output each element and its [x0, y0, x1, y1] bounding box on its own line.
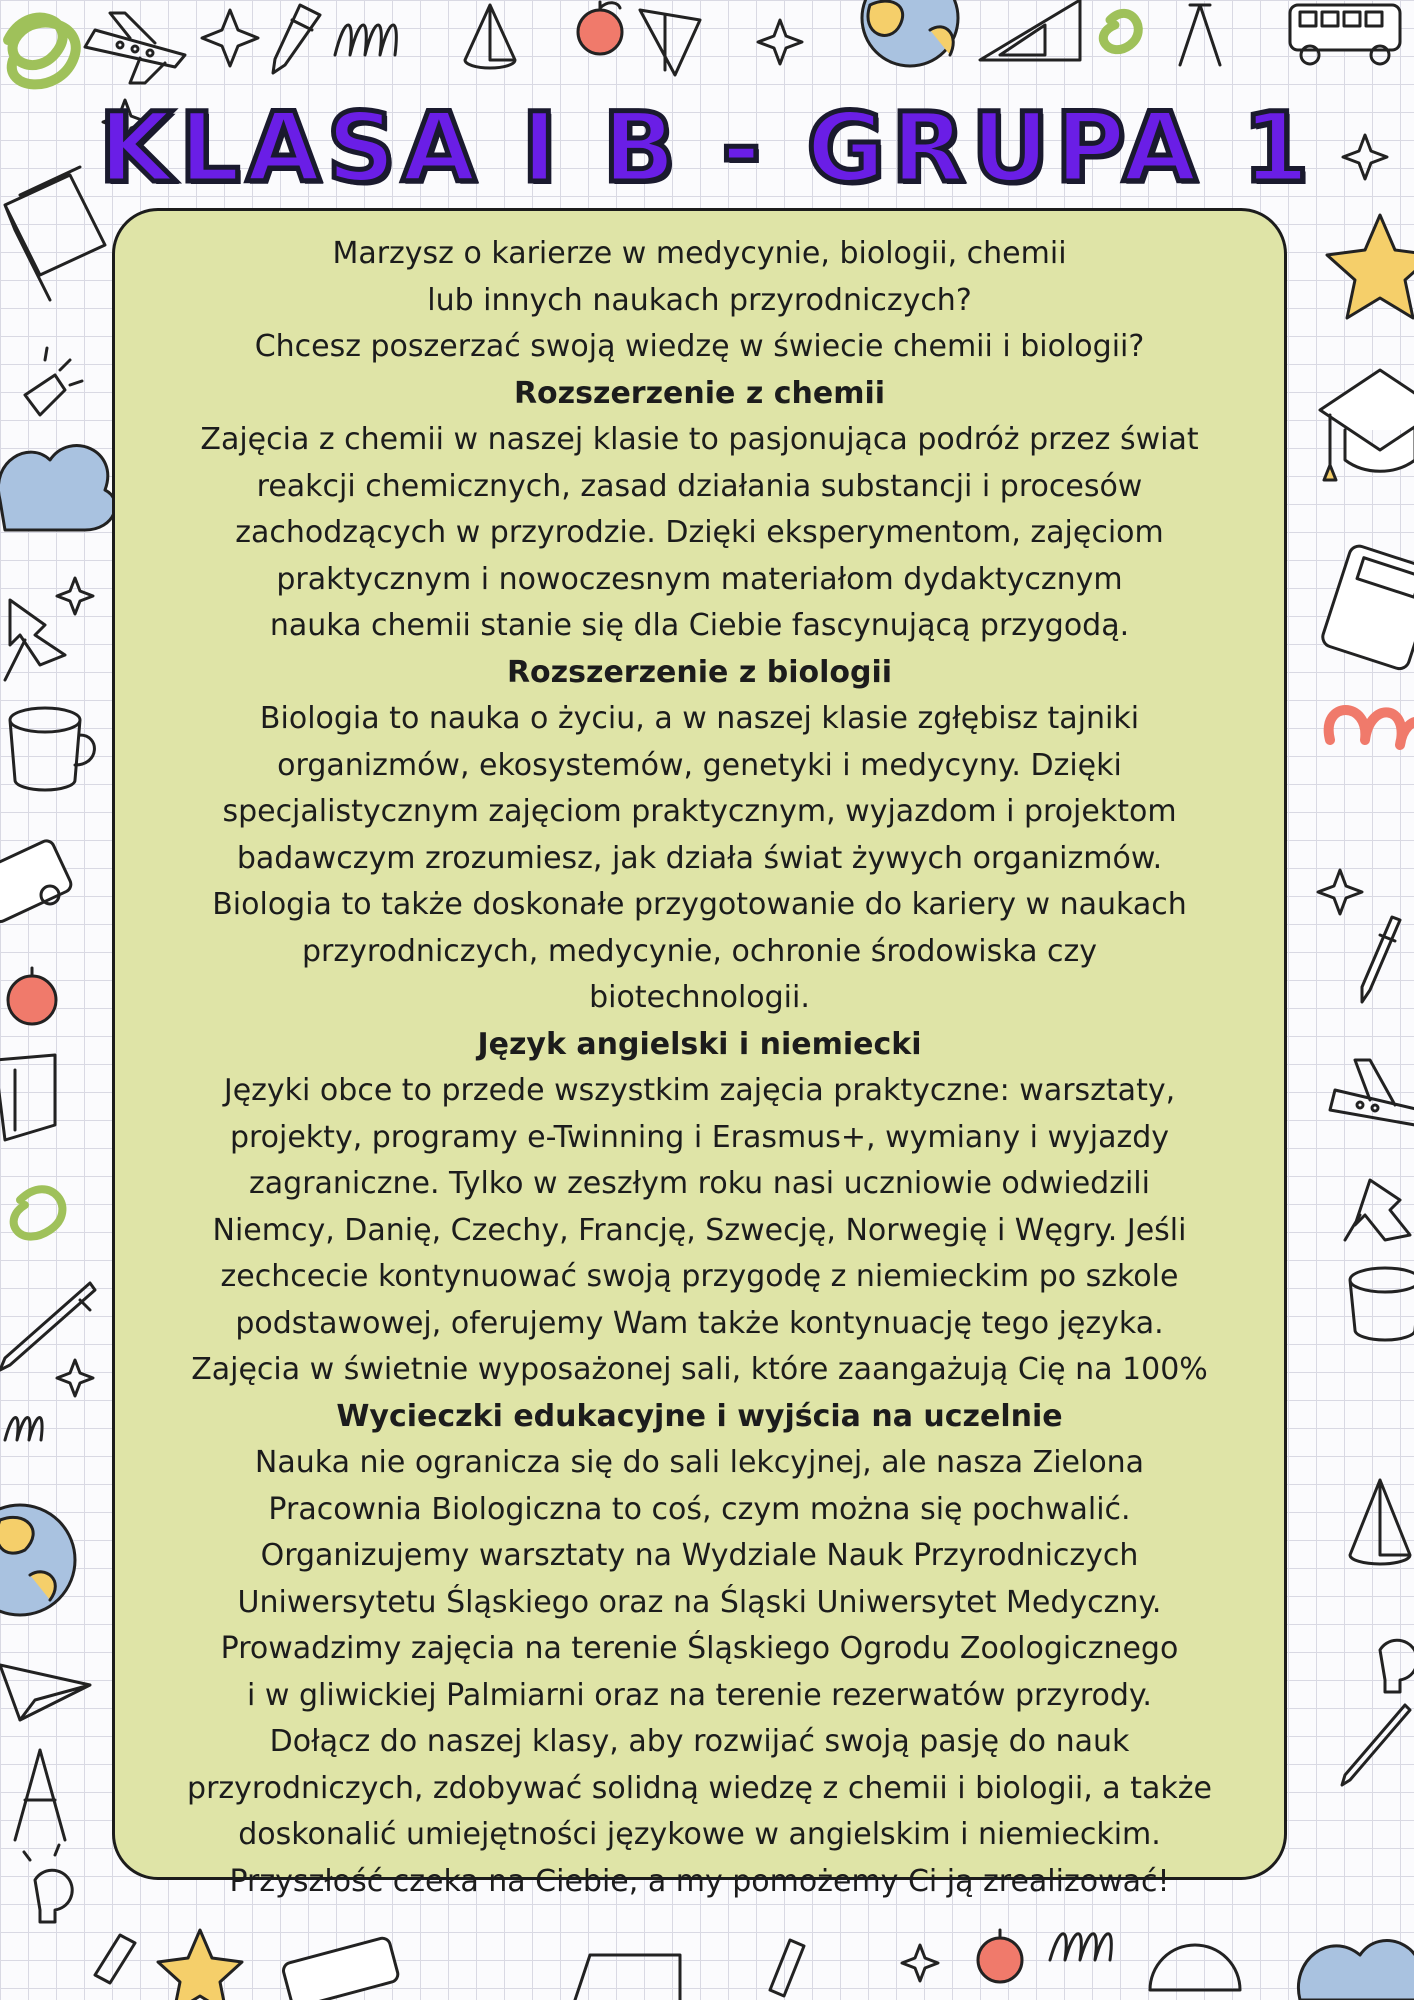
ruler-triangle-icon — [980, 0, 1080, 60]
text-line: Dołącz do naszej klasy, aby rozwijać swoją pasję do nauk — [269, 1724, 1130, 1759]
sparkle-icon — [1318, 870, 1362, 914]
text-line: Biologia to nauka o życiu, a w naszej klasie zgłębisz tajniki — [259, 701, 1140, 736]
text-line: Organizujemy warsztaty na Wydziale Nauk Przyrodniczych — [260, 1538, 1139, 1573]
star-icon — [1327, 215, 1414, 318]
text-line: Niemcy, Danię, Czechy, Francję, Szwecję, Norwegię i Węgry. Jeśli — [212, 1212, 1187, 1248]
apple-icon — [8, 968, 56, 1024]
lightbulb-icon — [1380, 1640, 1414, 1692]
text-line: Zajęcia w świetnie wyposażonej sali, które zaangażują Cię na 100% — [191, 1352, 1208, 1387]
airplane-icon — [1330, 1060, 1414, 1125]
text-line: doskonalić umiejętności językowe w angielskim i niemieckim. — [238, 1817, 1161, 1852]
compass-icon — [15, 1750, 65, 1840]
text-line: Prowadzimy zajęcia na terenie Śląskiego Ogrodu Zoologicznego — [220, 1631, 1179, 1666]
section-heading: Język angielski i niemiecki — [477, 1026, 922, 1062]
paper-plane-icon — [0, 1665, 90, 1720]
text-line: przyrodniczych, zdobywać solidną wiedzę z chemii i biologii, a także — [187, 1770, 1212, 1806]
bus-icon — [1290, 5, 1400, 64]
text-line: badawczym zrozumiesz, jak działa świat żywych organizmów. — [236, 840, 1163, 876]
text-line: Zajęcia z chemii w naszej klasie to pasjonująca podróż przez świat — [200, 422, 1199, 457]
pencil-icon — [770, 1940, 804, 1996]
loops-icon — [5, 1418, 42, 1441]
cone-icon — [465, 5, 515, 68]
spiral-icon — [1329, 710, 1414, 755]
mug-icon — [10, 708, 94, 790]
text-line: Marzysz o karierze w medycynie, biologii, chemii — [332, 236, 1067, 271]
loops-icon — [335, 25, 396, 55]
text-line: reakcji chemicznych, zasad działania substancji i procesów — [256, 468, 1143, 504]
page-title: KLASA I B - GRUPA 1 — [98, 92, 1316, 204]
loops-icon — [1050, 1934, 1111, 1960]
text-line: Języki obce to przede wszystkim zajęcia praktyczne: warsztaty, — [223, 1073, 1176, 1108]
bus-icon — [282, 1936, 400, 2000]
star-icon — [158, 1930, 242, 2000]
section-heading: Wycieczki edukacyjne i wyjścia na uczelnie — [336, 1398, 1063, 1434]
cloud-icon — [1298, 1941, 1414, 2000]
sparkle-icon — [902, 1945, 938, 1981]
sparkle-icon — [758, 20, 802, 64]
text-line: lub innych naukach przyrodniczych? — [427, 282, 972, 318]
graduation-cap-icon — [1320, 370, 1414, 480]
text-line: praktycznym i nowoczesnym materiałom dydaktycznym — [276, 561, 1123, 597]
text-line: Nauka nie ogranicza się do sali lekcyjnej, ale nasza Zielona — [254, 1445, 1145, 1480]
text-line: zagraniczne. Tylko w zeszłym roku nasi uczniowie odwiedzili — [249, 1166, 1150, 1201]
cone-icon — [1350, 1480, 1410, 1564]
cloud-icon — [0, 446, 115, 530]
text-line: nauka chemii stanie się dla Ciebie fascynującą przygodą. — [269, 608, 1130, 643]
text-line: podstawowej, oferujemy Wam także kontynuację tego języka. — [235, 1305, 1164, 1341]
text-line: specjalistycznym zajęciom praktycznym, wyjazdom i projektom — [222, 794, 1177, 829]
text-line: Chcesz poszerzać swoją wiedzę w świecie chemii i biologii? — [254, 329, 1145, 364]
compass-icon — [1180, 5, 1220, 65]
pushpin-icon — [1345, 1180, 1410, 1240]
triangle-icon — [640, 10, 700, 75]
text-line: Uniwersytetu Śląskiego oraz na Śląski Uniwersytet Medyczny. — [237, 1584, 1162, 1620]
mug-icon — [1350, 1268, 1414, 1340]
text-line: zachodzących w przyrodzie. Dzięki eksperymentom, zajęciom — [235, 515, 1164, 550]
text-line: Pracownia Biologiczna to coś, czym można się pochwalić. — [268, 1491, 1131, 1527]
bus-icon — [0, 838, 73, 924]
pushpin-icon — [5, 600, 65, 680]
section-heading: Rozszerzenie z biologii — [506, 654, 893, 690]
swirl-icon — [1103, 13, 1138, 49]
globe-icon — [862, 0, 958, 66]
text-line: zechcecie kontynuować swoją przygodę z niemieckim po szkole — [220, 1259, 1179, 1294]
star-icon — [202, 10, 258, 66]
airplane-icon — [85, 13, 185, 83]
pencil-icon — [273, 5, 320, 73]
content-panel — [112, 208, 1287, 1899]
lightbulb-icon — [24, 1845, 72, 1922]
triangle-icon — [0, 1055, 55, 1140]
text-line: i w gliwickiej Palmiarni oraz na terenie rezerwatów przyrody. — [247, 1677, 1152, 1713]
protractor-icon — [1150, 1945, 1240, 1990]
pen-icon — [1342, 1705, 1410, 1785]
spiral-icon — [8, 18, 76, 85]
globe-icon — [0, 1505, 75, 1615]
section-heading: Rozszerzenie z chemii — [513, 375, 886, 411]
apple-icon — [578, 2, 622, 54]
pencil-icon — [95, 1935, 135, 1983]
pen-icon — [0, 1283, 95, 1370]
apple-icon — [978, 1930, 1022, 1982]
calculator-icon — [1320, 544, 1414, 672]
lightbulb-icon — [25, 348, 82, 415]
text-line: Przyszłość czeka na Ciebie, a my pomożemy Ci ją zrealizować! — [229, 1863, 1170, 1899]
text-line: przyrodniczych, medycynie, ochronie środowiska czy — [301, 933, 1098, 969]
pencil-icon — [1362, 917, 1400, 1002]
swirl-icon — [14, 1189, 63, 1236]
text-line: Biologia to także doskonałe przygotowanie do kariery w naukach — [212, 887, 1187, 922]
star-icon — [57, 578, 93, 614]
text-line: organizmów, ekosystemów, genetyki i medycyny. Dzięki — [277, 747, 1122, 783]
star-icon — [57, 1360, 93, 1396]
text-line: projekty, programy e-Twinning i Erasmus+, wymiany i wyjazdy — [229, 1119, 1170, 1155]
book-icon — [575, 1955, 680, 2000]
text-line: biotechnologii. — [589, 980, 810, 1015]
